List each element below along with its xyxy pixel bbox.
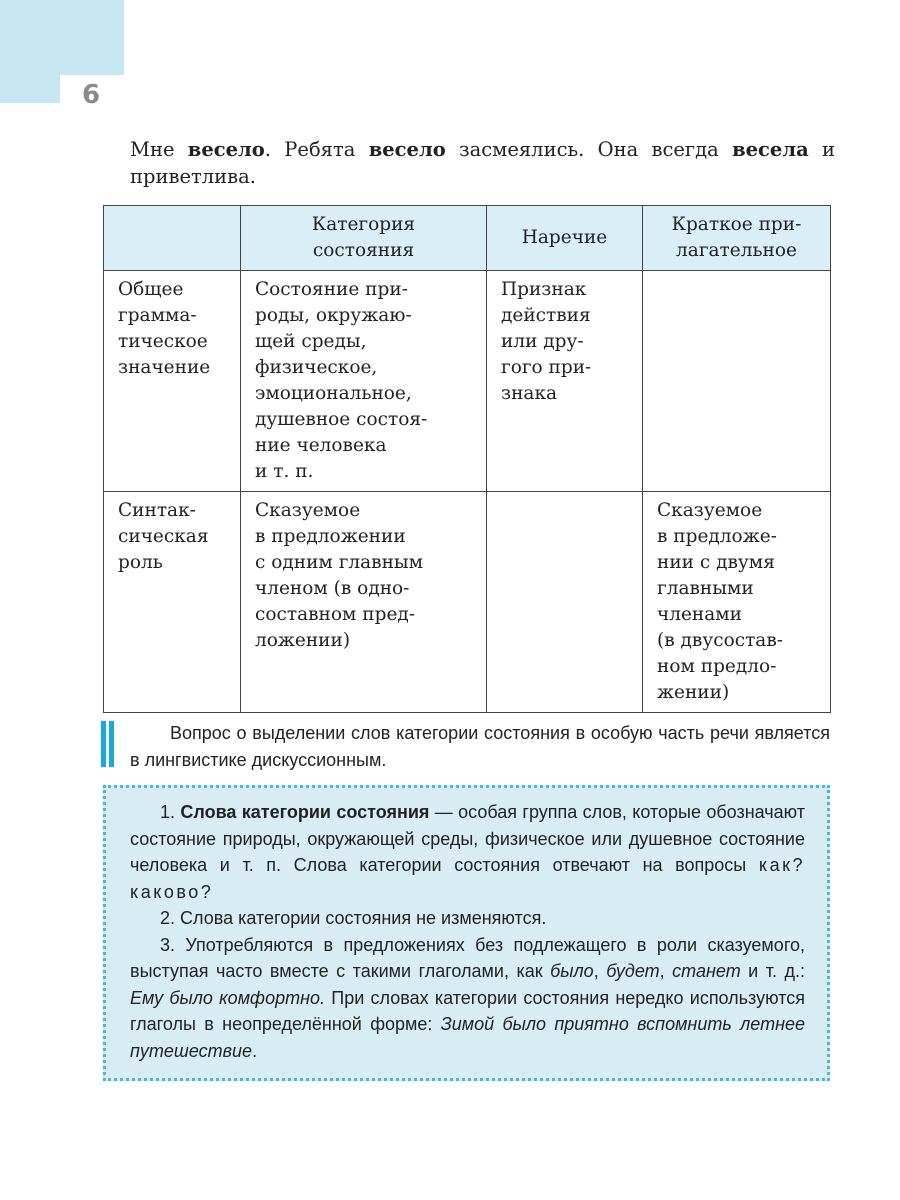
table-header-cell: Краткое при- лагательное: [643, 206, 831, 271]
table-cell: Сказуемое в предложе- нии с двумя главными членами (в двусостав- ном предло- жении): [643, 492, 831, 713]
rule-text: При словах категории состояния нередко используются глаголы в неопределённой форме:: [130, 987, 805, 1034]
intro-text: засмеялись. Она всегда: [445, 138, 733, 161]
table-cell: Признак действия или дру- гого при- знака: [487, 271, 643, 492]
table-row-label: Синтак- сическая роль: [104, 492, 241, 713]
table-cell: [487, 492, 643, 713]
rule-question: как?: [758, 855, 805, 875]
table-header-cell: Наречие: [487, 206, 643, 271]
rule-example-sentence: Ему было комфортно.: [130, 987, 325, 1008]
intro-paragraph: [130, 136, 835, 190]
note-marker-bar: [101, 721, 106, 767]
linguistics-note: Вопрос о выделении слов категории состояния в особую часть речи является в лингвистике дискуссионным.: [130, 723, 830, 770]
comparison-table: [103, 205, 831, 713]
table-header-cell: [104, 206, 241, 271]
table-header-cell: Категория состояния: [241, 206, 487, 271]
table-cell: [643, 271, 831, 492]
rule-example-sentence: Зимой было приятно вспомнить летнее путешествие: [130, 1014, 806, 1061]
rule-text: и т. д.:: [740, 961, 805, 981]
page-number: 6: [82, 80, 101, 110]
table-row: [104, 492, 831, 713]
table-row-label: Общее грамма- тическое значение: [104, 271, 241, 492]
table-row: [104, 271, 831, 492]
intro-text: и приветлива.: [130, 138, 835, 188]
rule-example-word: будет: [606, 961, 660, 981]
rule-number: 1.: [160, 802, 181, 822]
rule-box-text: [130, 799, 805, 1064]
rule-text: — особая группа слов, которые обозначают состояние природы, окружающей среды, физическое или душевное состояние человека и т. п. Слова категории состояния отвечают на вопросы: [130, 802, 805, 875]
note-marker-bar: [109, 721, 114, 767]
page-corner-decoration: [0, 0, 124, 75]
rule-question: каково?: [130, 881, 214, 902]
table-cell: Состояние при- роды, окружаю- щей среды, физическое, эмоциональное, душевное состоя- ние человека и т. п.: [241, 271, 487, 492]
rule-example-word: станет: [672, 961, 741, 981]
intro-bold-word: весела: [732, 138, 809, 161]
rule-item-1: [130, 799, 805, 905]
intro-bold-word: весело: [368, 138, 446, 161]
page-corner-decoration-lower: [0, 75, 60, 103]
intro-text: . Ребята: [264, 138, 369, 161]
intro-text: Мне: [130, 138, 188, 161]
table-cell: Сказуемое в предложении с одним главным членом (в одно- составном пред- ложении): [241, 492, 487, 713]
rule-item-3: 3. Употребляются в предложениях без подлежащего в роли сказуемого, выступая часто вместе с такими глаголами, как было, будет, станет и т. д.: Ему было комфортно. При словах категории состояния нередко используются глаголы в неопределённой форме: Зимой было приятно вспомнить летнее путешествие.: [130, 934, 806, 1061]
rule-text: 3. Употребляются в предложениях без подлежащего в роли сказуемого, выступая часто вместе с такими глаголами, как: [130, 934, 805, 981]
rule-example-word: было: [550, 961, 594, 981]
table-header-row: [104, 206, 831, 271]
rule-term: Слова категории состояния: [180, 802, 430, 822]
intro-bold-word: весело: [187, 138, 265, 161]
rule-item-2: 2. Слова категории состояния не изменяются.: [160, 908, 547, 928]
rule-text: .: [252, 1040, 258, 1061]
